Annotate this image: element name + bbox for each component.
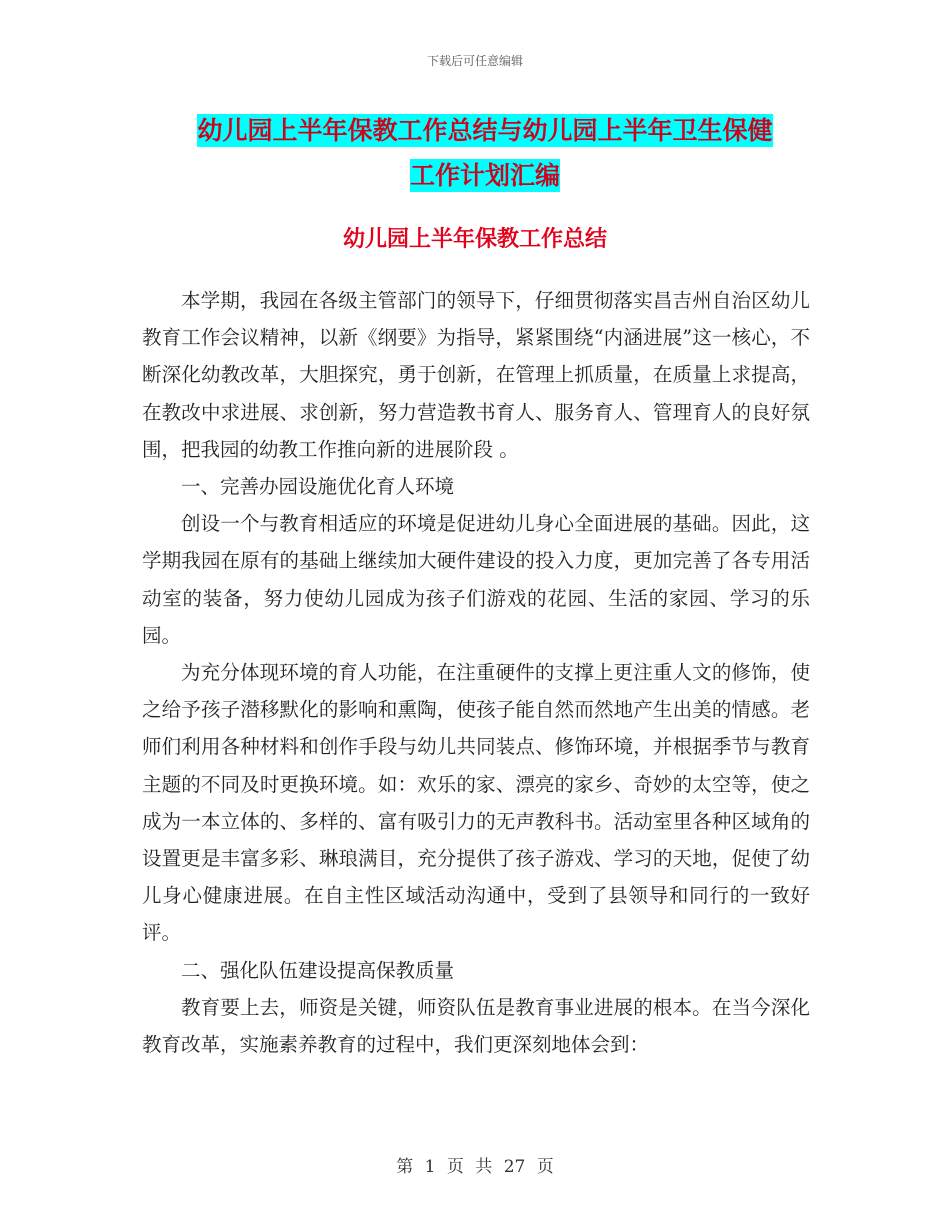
page-footer: 第 1 页 共 27 页 bbox=[396, 1157, 554, 1177]
body-text bbox=[142, 282, 810, 1063]
section-title: 幼儿园上半年保教工作总结 bbox=[342, 227, 607, 252]
heading-one: 一、完善办园设施优化育人环境 bbox=[181, 475, 455, 499]
paragraph-intro: 本学期，我园在各级主管部门的领导下，仔细贯彻落实昌吉州自治区幼儿教育工作会议精神，以新《纲要》为指导，紧紧围绕“内涵进展”这一核心，不断深化幼教改革，大胆探究，勇于创新，在管理上抓质量，在质量上求提高，在教改中求进展、求创新，努力营造教书育人、服务育人、管理育人的良好氛围，把我园的幼教工作推向新的进展阶段 。 bbox=[142, 289, 810, 461]
paragraph-environment-detail: 为充分体现环境的育人功能，在注重硬件的支撑上更注重人文的修饰，使之给予孩子潜移默化的影响和熏陶，使孩子能自然而然地产生出美的情感。老师们利用各种材料和创作手段与幼儿共同装点、修饰环境，并根据季节与教育主题的不同及时更换环境。如：欢乐的家、漂亮的家乡、奇妙的太空等，使之成为一本立体的、多样的、富有吸引力的无声教科书。活动室里各种区域角的设置更是丰富多彩、琳琅满目，充分提供了孩子游戏、学习的天地，促使了幼儿身心健康进展。在自主性区域活动沟通中，受到了县领导和同行的一致好评。 bbox=[142, 661, 810, 945]
main-title-line-1: 幼儿园上半年保教工作总结与幼儿园上半年卫生保健 bbox=[197, 116, 773, 145]
main-title bbox=[140, 108, 830, 198]
paragraph-teachers: 教育要上去，师资是关键，师资队伍是教育事业进展的根本。在当今深化教育改革，实施素养教育的过程中，我们更深刻地体会到： bbox=[142, 995, 810, 1057]
main-title-line-2: 工作计划汇编 bbox=[409, 161, 560, 190]
heading-two: 二、强化队伍建设提高保教质量 bbox=[181, 958, 455, 982]
paragraph-environment: 创设一个与教育相适应的环境是促进幼儿身心全面进展的基础。因此，这学期我园在原有的基础上继续加大硬件建设的投入力度，更加完善了各专用活动室的装备，努力使幼儿园成为孩子们游戏的花园、生活的家园、学习的乐园。 bbox=[142, 512, 810, 647]
header-note: 下载后可任意编辑 bbox=[426, 54, 523, 68]
